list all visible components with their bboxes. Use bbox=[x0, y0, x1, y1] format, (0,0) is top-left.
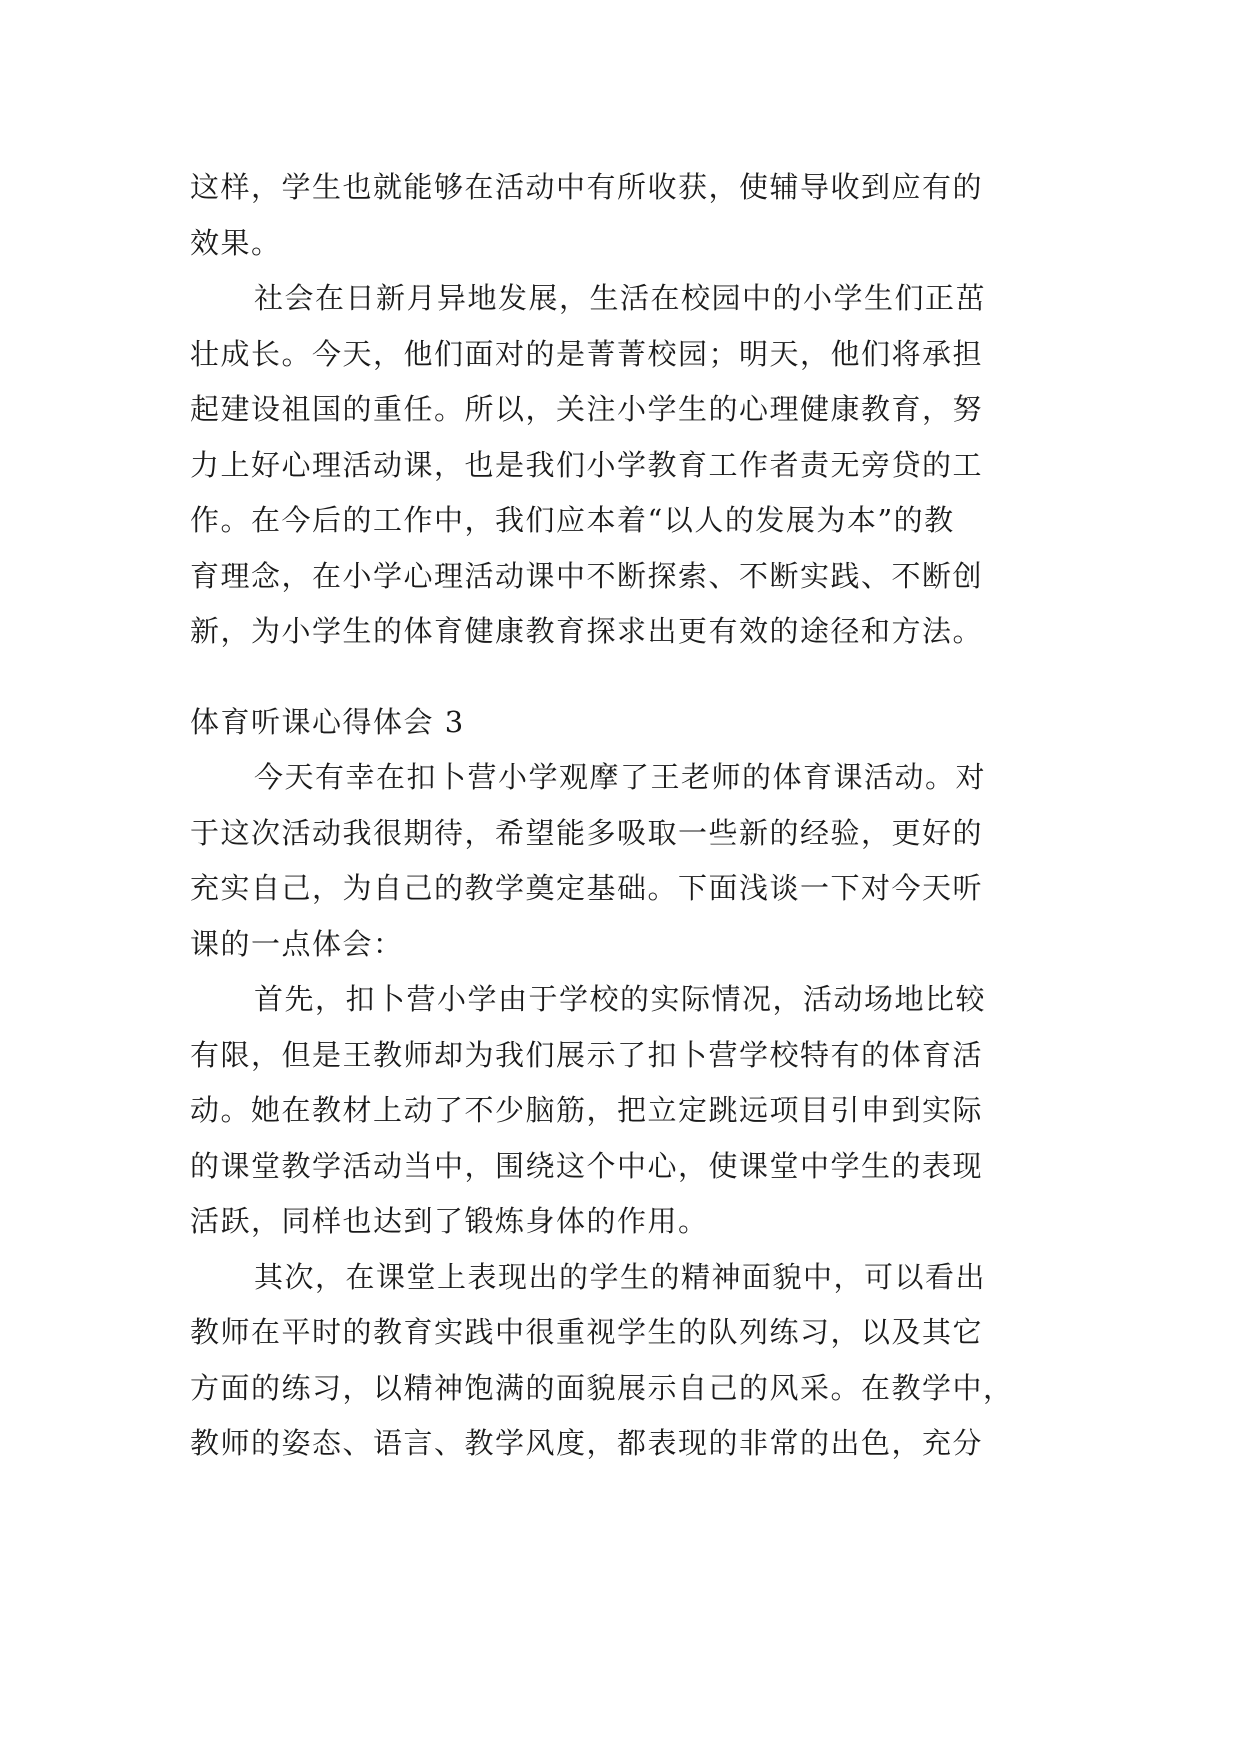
paragraph bbox=[190, 750, 1070, 972]
text-line: 育理念，在小学心理活动课中不断探索、不断实践、不断创 bbox=[190, 558, 984, 593]
text-line: 于这次活动我很期待，希望能多吸取一些新的经验，更好的 bbox=[190, 815, 984, 850]
section-spacer bbox=[190, 660, 1070, 695]
text-line: 教师在平时的教育实践中很重视学生的队列练习，以及其它 bbox=[190, 1315, 984, 1349]
text-line: 起建设祖国的重任。所以，关注小学生的心理健康教育，努 bbox=[190, 392, 984, 426]
text-line: 社会在日新月异地发展，生活在校园中的小学生们正茁 bbox=[254, 281, 987, 315]
document-body bbox=[190, 160, 1070, 1472]
text-line: 力上好心理活动课，也是我们小学教育工作者责无旁贷的工 bbox=[190, 447, 984, 482]
text-line: 活跃，同样也达到了锻炼身体的作用。 bbox=[190, 1204, 709, 1238]
text-line: 作。在今后的工作中，我们应本着“以人的发展为本”的教 bbox=[190, 503, 955, 537]
text-line: 充实自己，为自己的教学奠定基础。下面浅谈一下对今天听 bbox=[190, 871, 984, 905]
text-line: 其次，在课堂上表现出的学生的精神面貌中，可以看出 bbox=[254, 1259, 987, 1294]
text-line: 壮成长。今天，他们面对的是菁菁校园；明天，他们将承担 bbox=[190, 336, 984, 371]
text-line: 动。她在教材上动了不少脑筋，把立定跳远项目引申到实际 bbox=[190, 1093, 984, 1127]
text-line: 的课堂教学活动当中，围绕这个中心，使课堂中学生的表现 bbox=[190, 1148, 984, 1183]
section-title: 体育听课心得体会 3 bbox=[190, 704, 465, 739]
text-line: 方面的练习，以精神饱满的面貌展示自己的风采。在教学中， bbox=[190, 1370, 1014, 1405]
text-line: 课的一点体会： bbox=[190, 926, 404, 961]
paragraph bbox=[190, 160, 1070, 271]
paragraph bbox=[190, 271, 1070, 660]
text-line: 这样，学生也就能够在活动中有所收获，使辅导收到应有的 bbox=[190, 170, 984, 204]
paragraph bbox=[190, 1250, 1070, 1472]
text-line: 今天有幸在扣卜营小学观摩了王老师的体育课活动。对 bbox=[254, 760, 987, 794]
text-line: 教师的姿态、语言、教学风度，都表现的非常的出色，充分 bbox=[190, 1426, 984, 1460]
text-line: 首先，扣卜营小学由于学校的实际情况，活动场地比较 bbox=[254, 982, 987, 1016]
text-line: 新，为小学生的体育健康教育探求出更有效的途径和方法。 bbox=[190, 614, 984, 648]
paragraph bbox=[190, 972, 1070, 1250]
text-line: 有限，但是王教师却为我们展示了扣卜营学校特有的体育活 bbox=[190, 1037, 984, 1072]
text-line: 效果。 bbox=[190, 225, 282, 260]
